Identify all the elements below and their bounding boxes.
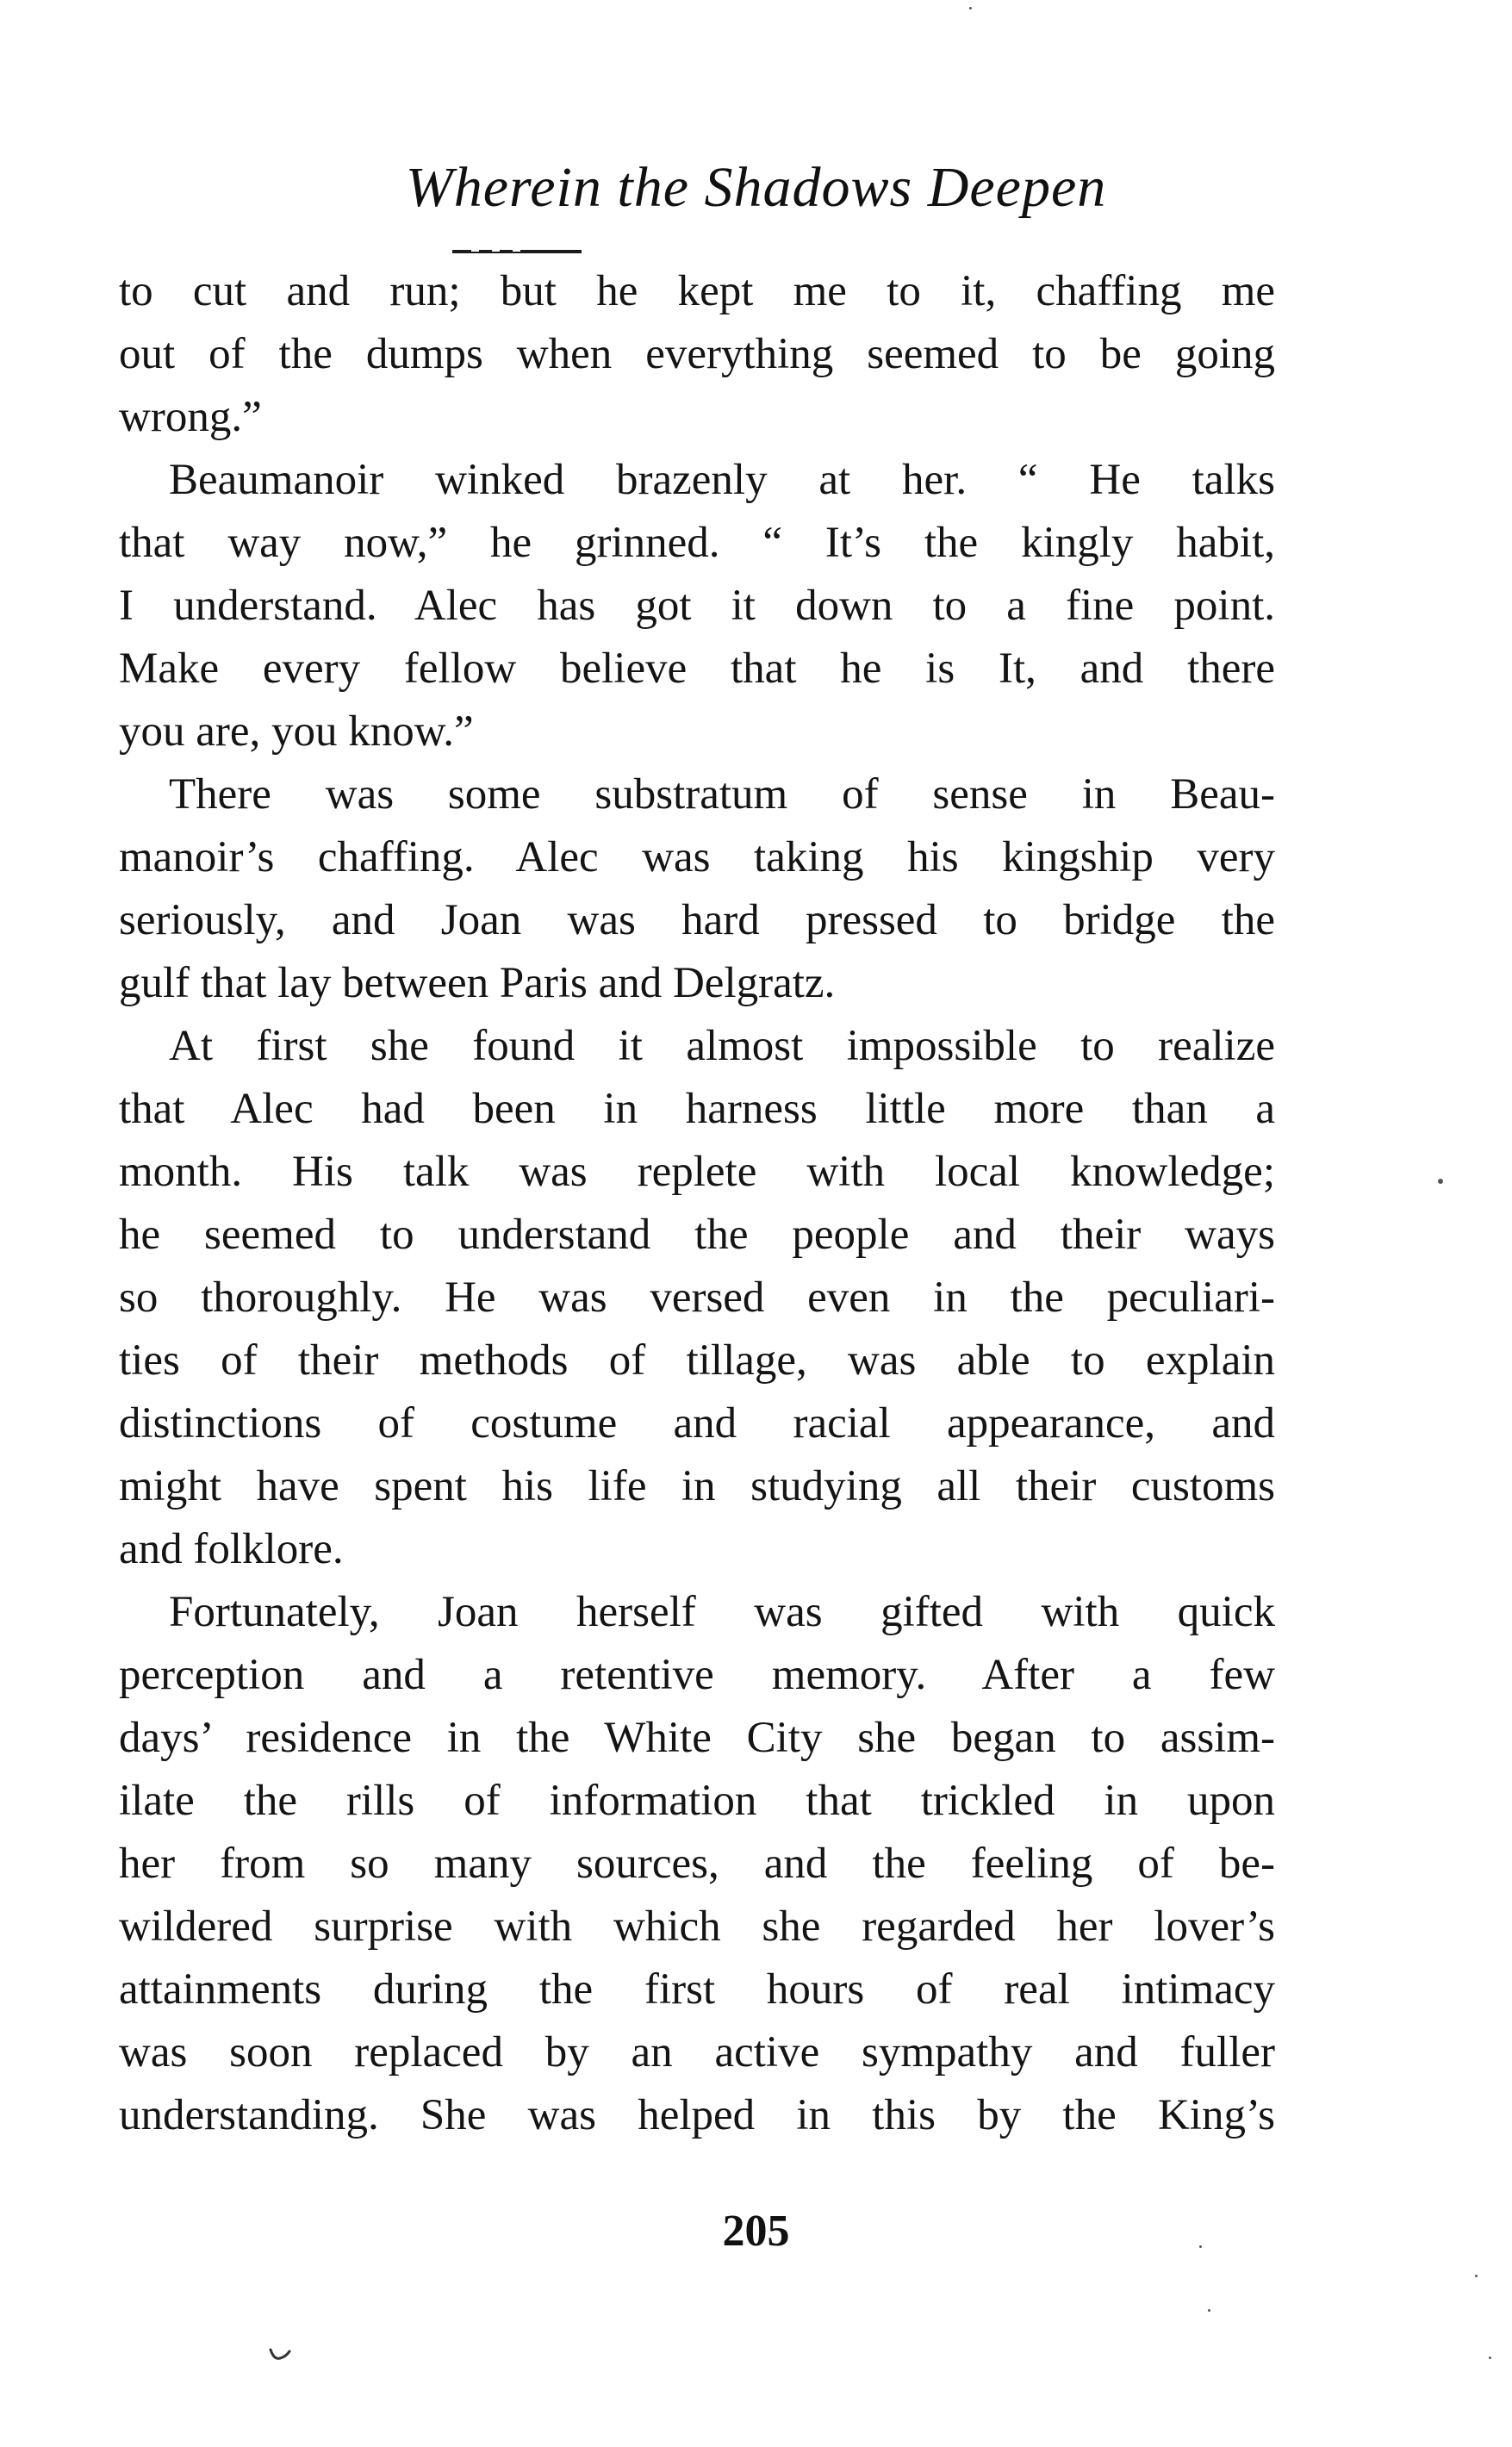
text-line: he seemed to understand the people and their ways xyxy=(119,1211,1275,1259)
text-line: out of the dumps when everything seemed to be going xyxy=(119,330,1275,378)
scan-speck xyxy=(1199,2245,1202,2248)
text-line: her from so many sources, and the feeling of be- xyxy=(119,1840,1275,1888)
text-line: so thoroughly. He was versed even in the peculiari- xyxy=(119,1273,1275,1322)
text-line: ilate the rills of information that trickled in upon xyxy=(119,1777,1275,1825)
text-line: might have spent his life in studying all their customs xyxy=(119,1462,1275,1510)
text-line: was soon replaced by an active sympathy and fuller xyxy=(119,2028,1275,2077)
text-line: to cut and run; but he kept me to it, chaffing me xyxy=(119,267,1275,315)
text-line: understanding. She was helped in this by the King’s xyxy=(119,2091,1275,2139)
text-line: attainments during the first hours of real intimacy xyxy=(119,1965,1275,2014)
text-line: seriously, and Joan was hard pressed to bridge the xyxy=(119,896,1275,944)
text-line: ties of their methods of tillage, was able to explain xyxy=(119,1336,1275,1385)
text-line: that way now,” he grinned. “ It’s the kingly habit, xyxy=(119,519,1275,567)
running-head: Wherein the Shadows Deepen xyxy=(405,156,1107,219)
text-line: manoir’s chaffing. Alec was taking his kingship very xyxy=(119,833,1275,881)
text-line: and folklore. xyxy=(119,1525,344,1573)
scan-speck xyxy=(1475,2275,1478,2277)
text-line: Beaumanoir winked brazenly at her. “ He talks xyxy=(169,456,1275,504)
scan-speck xyxy=(969,7,972,9)
text-line: gulf that lay between Paris and Delgratz. xyxy=(119,959,836,1007)
text-line: Make every fellow believe that he is It, and there xyxy=(119,644,1275,693)
text-line: you are, you know.” xyxy=(119,707,474,756)
text-line: month. His talk was replete with local knowledge; xyxy=(119,1148,1275,1196)
scan-speck xyxy=(1489,2357,1491,2359)
text-line: perception and a retentive memory. After a few xyxy=(119,1651,1275,1699)
scan-speck xyxy=(1438,1179,1443,1184)
page-number: 205 xyxy=(722,2207,790,2256)
text-line: At first she found it almost impossible to realize xyxy=(169,1022,1275,1070)
body-text xyxy=(119,260,1275,2147)
scan-speck xyxy=(1208,2309,1210,2312)
text-line: days’ residence in the White City she began to assim- xyxy=(119,1714,1275,1762)
text-line: wildered surprise with which she regarded her lover’s xyxy=(119,1902,1275,1951)
scan-mark xyxy=(269,2347,291,2363)
text-line: distinctions of costume and racial appearance, and xyxy=(119,1399,1275,1448)
text-line: Fortunately, Joan herself was gifted with quick xyxy=(169,1588,1275,1636)
text-line: that Alec had been in harness little more than a xyxy=(119,1085,1275,1133)
text-line: I understand. Alec has got it down to a fine point. xyxy=(119,582,1275,630)
text-line: wrong.” xyxy=(119,393,262,441)
head-rule xyxy=(452,250,582,253)
text-line: There was some substratum of sense in Beau- xyxy=(169,770,1275,819)
